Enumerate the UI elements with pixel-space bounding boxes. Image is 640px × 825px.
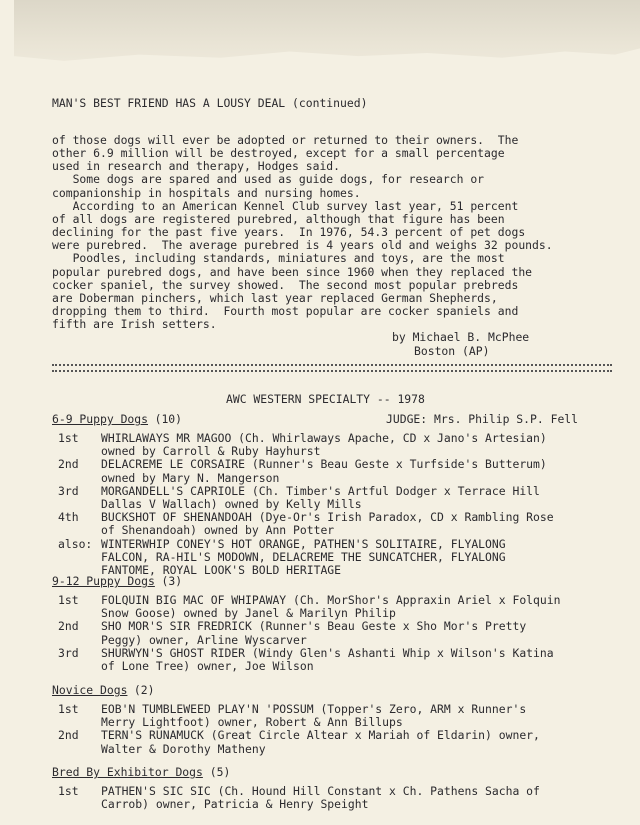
- article-line: declining for the past five years. In 1976, 54.3 percent of pet dogs: [52, 225, 526, 240]
- entry-line: SHO MOR'S SIR FREDRICK (Runner's Beau Geste x Sho Mor's Pretty: [101, 619, 527, 634]
- class-heading: Novice Dogs: [52, 683, 128, 697]
- placement-label: also:: [58, 536, 93, 551]
- placement-label: 1st: [58, 702, 79, 716]
- article-line: popular purebred dogs, and have been since 1960 when they replaced the: [52, 264, 533, 279]
- article-title: MAN'S BEST FRIEND HAS A LOUSY DEAL (continued): [52, 96, 368, 110]
- section-divider: [52, 364, 612, 372]
- placement-label: 3rd: [58, 483, 79, 498]
- class-count: (10): [154, 412, 183, 426]
- entry-line: of Shenandoah) owned by Ann Potter: [101, 523, 335, 538]
- article-line: cocker spaniel, the survey showed. The second most popular prebreds: [52, 277, 519, 292]
- article-byline: by Michael B. McPhee: [392, 330, 530, 344]
- entry-line: owned by Carroll & Ruby Hayhurst: [101, 444, 321, 459]
- placement-label: 2nd: [58, 619, 79, 634]
- entry-line: owned by Mary N. Mangerson: [101, 470, 280, 485]
- entry-line: BUCKSHOT OF SHENANDOAH (Dye-Or's Irish Paradox, CD x Rambling Rose: [101, 510, 554, 525]
- entry-line: EOB'N TUMBLEWEED PLAY'N 'POSSUM (Topper's Zero, ARM x Runner's: [101, 702, 527, 716]
- entry-line: WHIRLAWAYS MR MAGOO (Ch. Whirlaways Apache, CD x Jano's Artesian): [101, 431, 547, 445]
- class-heading: Bred By Exhibitor Dogs: [52, 765, 203, 779]
- article-line: fifth are Irish setters.: [52, 317, 217, 332]
- placement-label: 3rd: [58, 645, 79, 660]
- article-line: companionship in hospitals and nursing homes.: [52, 185, 361, 200]
- article-line: used in research and therapy, Hodges said.: [52, 159, 341, 174]
- entry-line: FANTOME, ROYAL LOOK'S BOLD HERITAGE: [101, 563, 342, 577]
- placement-label: 2nd: [58, 457, 79, 472]
- article-line: dropping them to third. Fourth most popular are cocker spaniels and: [52, 303, 519, 318]
- entry-line: Snow Goose) owned by Janel & Marilyn Philip: [101, 606, 396, 621]
- article-line: other 6.9 million will be destroyed, except for a small percentage: [52, 146, 505, 161]
- article-line: of all dogs are registered purebred, although that figure has been: [52, 211, 505, 226]
- entry-line: DELACREME LE CORSAIRE (Runner's Beau Geste x Turfside's Butterum): [101, 457, 547, 472]
- class-count: (3): [161, 574, 183, 588]
- judge-line: JUDGE: Mrs. Philip S.P. Fell: [386, 412, 579, 426]
- entry-line: WINTERWHIP CONEY'S HOT ORANGE, PATHEN'S SOLITAIRE, FLYALONG: [101, 536, 506, 551]
- entry-line: Peggy) owner, Arline Wyscarver: [101, 632, 307, 647]
- article-line: are Doberman pinchers, which last year replaced German Shepherds,: [52, 290, 498, 305]
- article-line: of those dogs will ever be adopted or returned to their owners. The: [52, 133, 519, 147]
- entry-line: Carrob) owner, Patricia & Henry Speight: [101, 797, 369, 812]
- placement-label: 2nd: [58, 728, 79, 743]
- class-heading: 9-12 Puppy Dogs: [52, 574, 155, 588]
- article-line: Some dogs are spared and used as guide dogs, for research or: [52, 172, 485, 187]
- entry-line: TERN'S RUNAMUCK (Great Circle Altear x Mariah of Eldarin) owner,: [101, 728, 540, 743]
- entry-line: FALCON, RA-HIL'S MODOWN, DELACREME THE SUNCATCHER, FLYALONG: [101, 549, 506, 564]
- placement-label: 1st: [58, 593, 79, 607]
- entry-line: Merry Lightfoot) owner, Robert & Ann Billups: [101, 715, 403, 730]
- class-count: (5): [209, 765, 231, 779]
- entry-line: SHURWYN'S GHOST RIDER (Windy Glen's Ashanti Whip x Wilson's Katina: [101, 645, 554, 660]
- article-line: Poodles, including standards, miniatures and toys, are the most: [52, 251, 505, 266]
- entry-line: FOLQUIN BIG MAC OF WHIPAWAY (Ch. MorShor's Appraxin Ariel x Folquin: [101, 593, 561, 607]
- class-heading: 6-9 Puppy Dogs: [52, 412, 149, 426]
- entry-line: PATHEN'S SIC SIC (Ch. Hound Hill Constant x Ch. Pathens Sacha of: [101, 784, 540, 798]
- placement-label: 1st: [58, 431, 79, 445]
- entry-line: of Lone Tree) owner, Joe Wilson: [101, 659, 314, 673]
- article-dateline: Boston (AP): [414, 344, 490, 358]
- placement-label: 4th: [58, 510, 79, 525]
- entry-line: MORGANDELL'S CAPRIOLE (Ch. Timber's Artful Dodger x Terrace Hill: [101, 483, 540, 498]
- specialty-title: AWC WESTERN SPECIALTY -- 1978: [226, 392, 425, 406]
- placement-label: 1st: [58, 784, 79, 798]
- article-line: were purebred. The average purebred is 4 years old and weighs 32 pounds.: [52, 238, 553, 253]
- entry-line: Dallas V Wallach) owned by Kelly Mills: [101, 497, 362, 511]
- entry-line: Walter & Dorothy Matheny: [101, 741, 266, 756]
- class-count: (2): [133, 683, 155, 697]
- article-line: According to an American Kennel Club survey last year, 51 percent: [52, 198, 519, 213]
